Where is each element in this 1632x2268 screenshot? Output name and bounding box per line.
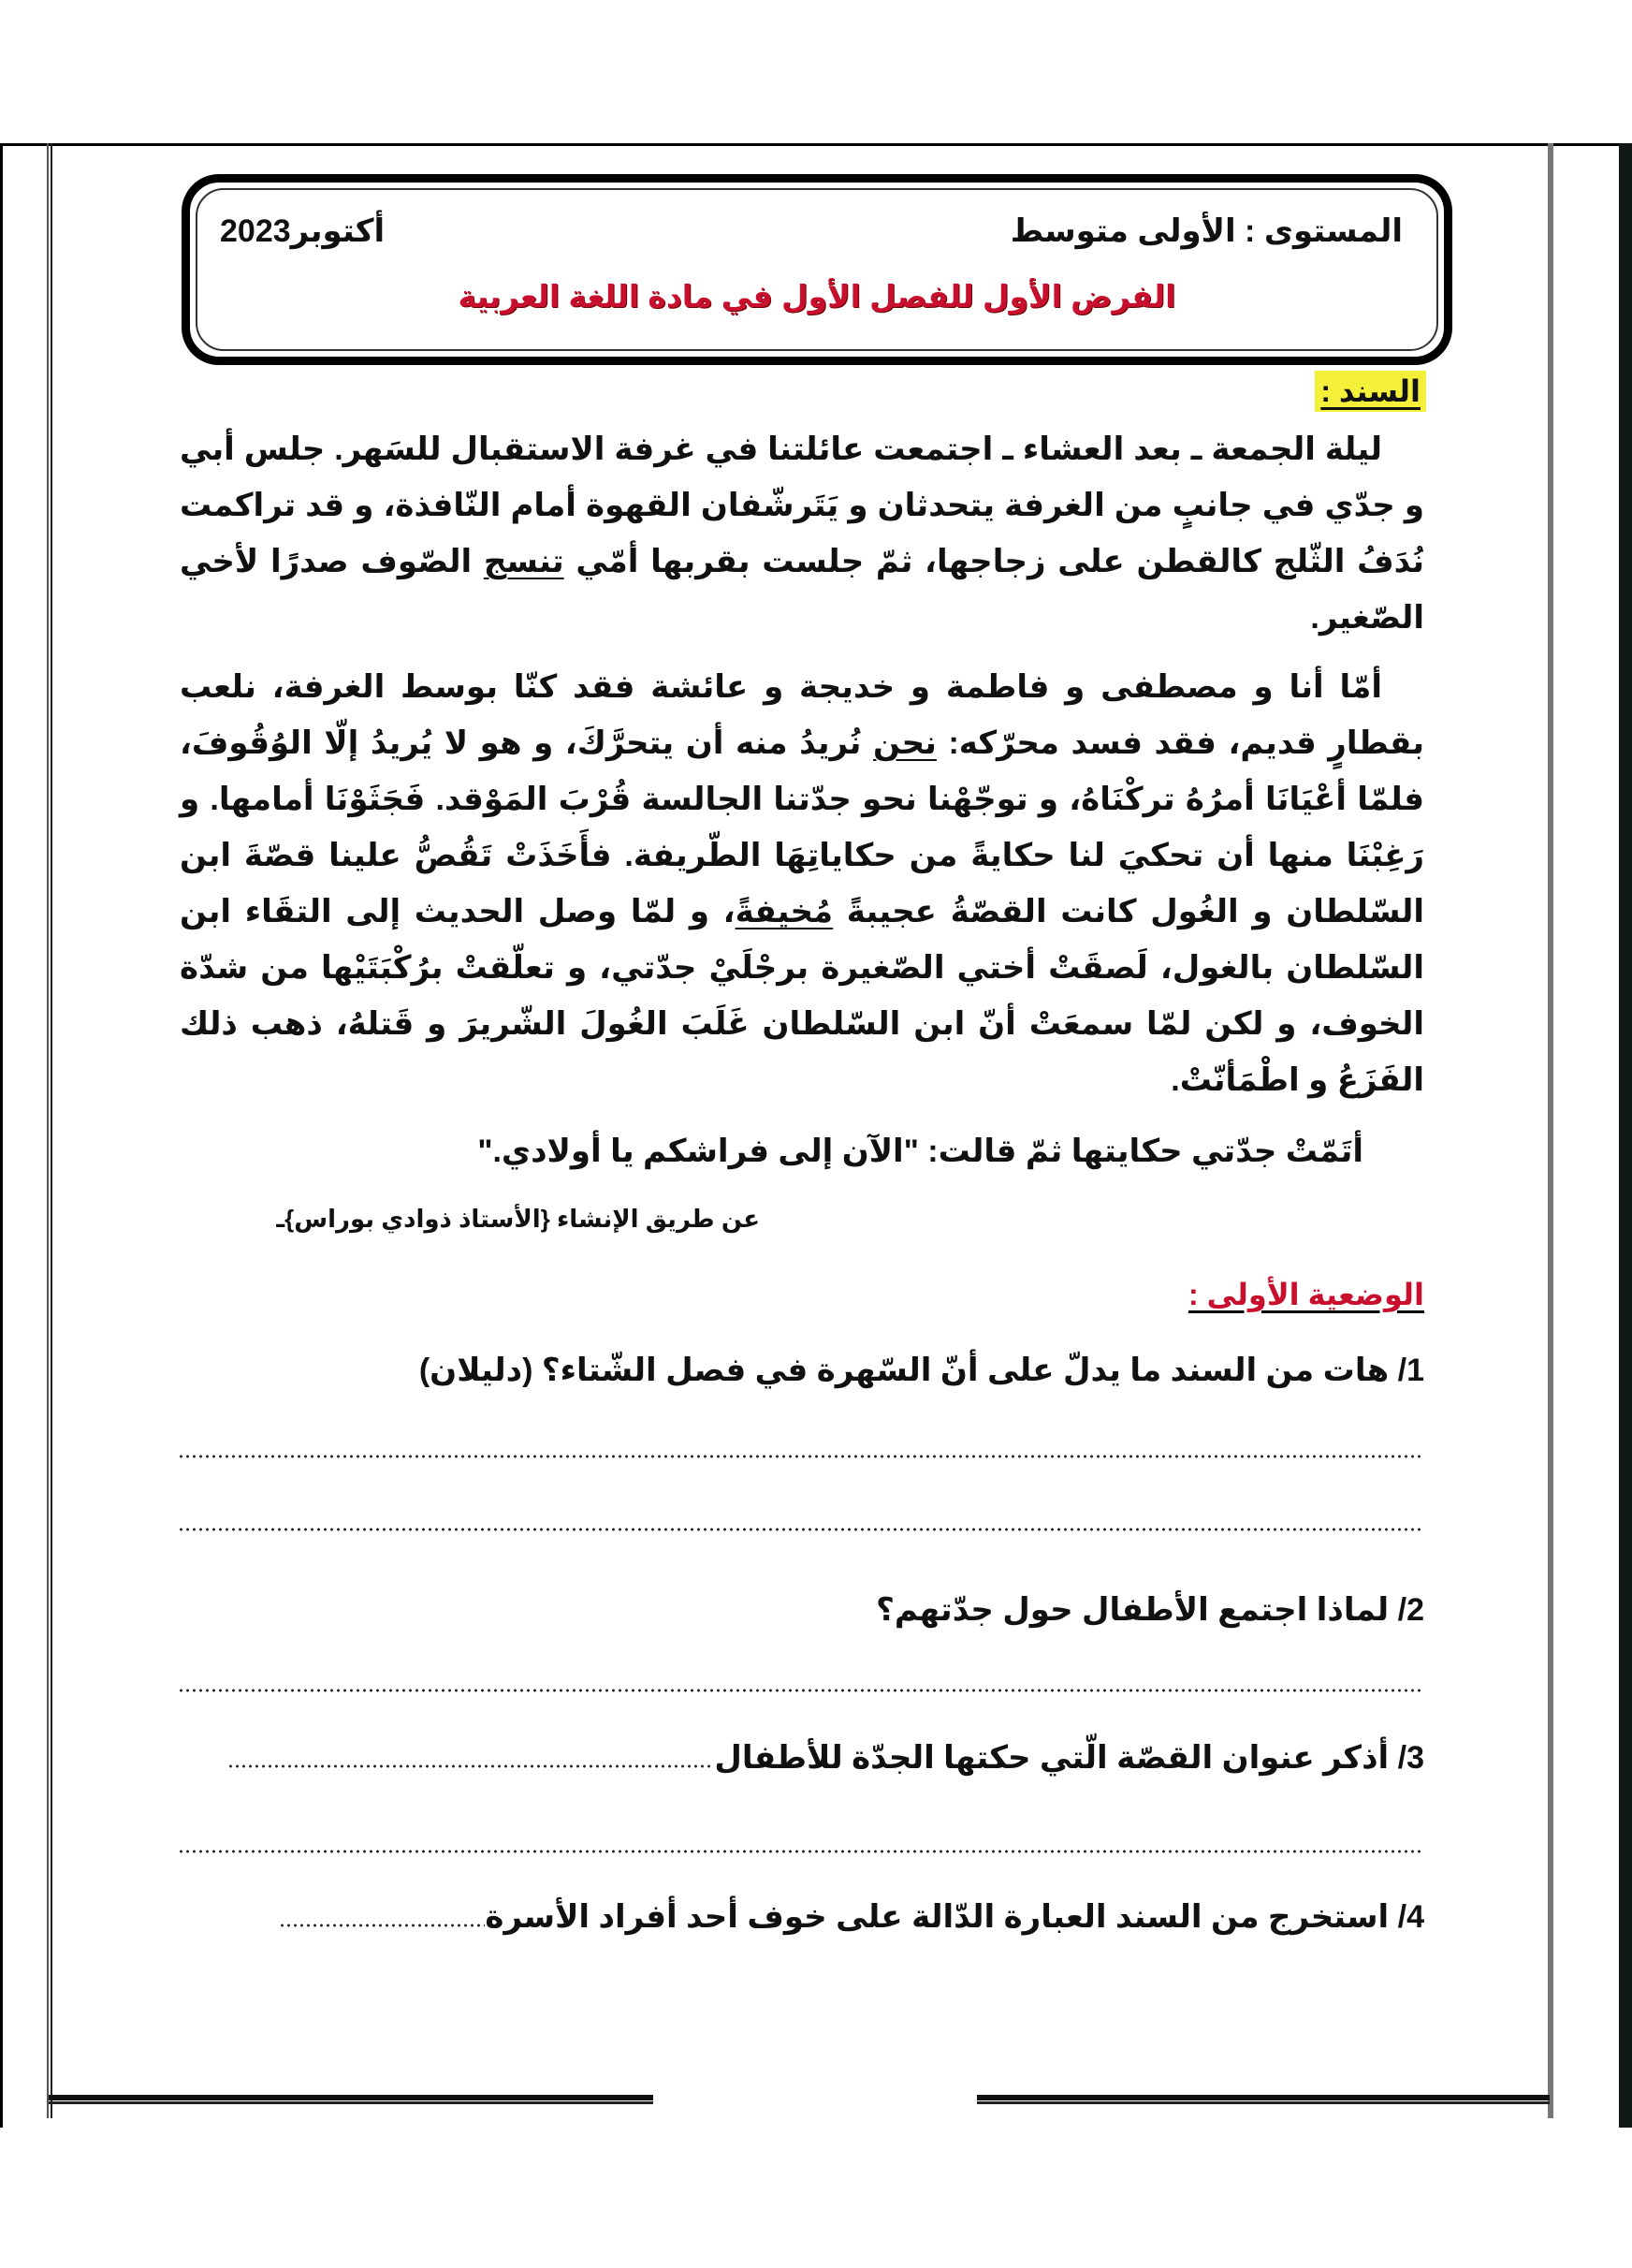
- text-section-label-row: [178, 371, 1452, 412]
- question-4-text: استخرج من السند العبارة الدّالة على خوف أحد أفراد الأسرة: [485, 1899, 1390, 1935]
- question-3-text: أذكر عنوان القصّة الّتي حكتها الجدّة للأطفال: [714, 1740, 1390, 1776]
- bottom-border-right: [977, 2095, 1550, 2104]
- level-label: المستوى : الأولى متوسط: [1010, 213, 1403, 249]
- page-frame-left-outer: [0, 143, 3, 2128]
- question-3: [178, 1732, 1452, 1784]
- paragraph-2-start: أمّا أنا و مصطفى و فاطمة و خديجة و عائشة فقد كنّا بوسط الغرفة، نلعب بقطارٍ قديم، فقد فسد محرّكه:: [180, 669, 1424, 761]
- answer-line-3-inline[interactable]: [227, 1764, 714, 1768]
- text-paragraph-1: [178, 421, 1452, 646]
- question-2: [178, 1584, 1452, 1636]
- paragraph-2-middle: نُريدُ منه أن يتحرَّكَ، و هو لا يُريدُ إلّا الوُقُوفَ، فلمّا أعْيَانَا أمرُهُ تركْنَاهُ، و توجّهْنا نحو جدّتنا الجالسة قُرْبَ المَوْقد. فَجَثَوْنَا أمامها. و رَغِبْنَا منها أن تحكيَ لنا حكايةً من حكاياتِهَا الطّريفة. فأَخَذَتْ تَقُصُّ علينا قصّةَ ابن السّلطان و الغُول كانت القصّةُ عجيبةً: [180, 725, 1424, 929]
- situation-label: الوضعية الأولى :: [1188, 1278, 1424, 1311]
- answer-line-1b[interactable]: [178, 1528, 1424, 1531]
- paragraph-1-end: الصّوف صدرًا لأخي الصّغير.: [180, 544, 1424, 636]
- question-4: [178, 1891, 1452, 1943]
- question-2-number: 2/: [1397, 1592, 1424, 1628]
- answer-line-3[interactable]: [178, 1850, 1424, 1853]
- text-paragraph-3: أتَمّتْ جدّتي حكايتها ثمّ قالت: "الآن إلى فراشكم يا أولادي.": [477, 1134, 1363, 1169]
- page-frame-left-inner: [47, 143, 52, 2118]
- text-section-label: السند :: [1315, 371, 1426, 412]
- question-1-number: 1/: [1397, 1353, 1424, 1388]
- paragraph-1-text: ليلة الجمعة ـ بعد العشاء ـ اجتمعت عائلتنا في غرفة الاستقبال للسَهر. جلس أبي و جدّي في جانبٍ من الغرفة يتحدثان و يَتَرشّفان القهوة أمام النّافذة، و قد تراكمت نُدَفُ الثّلج كالقطن على زجاجها، ثمّ جلست بقربها أمّي: [180, 432, 1424, 579]
- answer-line-2[interactable]: [178, 1689, 1424, 1692]
- underlined-word-mukhifa: مُخيفةً: [735, 894, 834, 929]
- page-frame-right-inner: [1548, 143, 1553, 2118]
- question-2-text: لماذا اجتمع الأطفال حول جدّتهم؟: [876, 1592, 1390, 1628]
- situation-label-row: [178, 1273, 1452, 1316]
- exam-header-box: [182, 174, 1452, 365]
- page-frame-top: [0, 143, 1632, 146]
- underlined-word-nahnu: نحن: [873, 725, 937, 761]
- text-paragraph-2: [178, 659, 1452, 1108]
- answer-line-4-inline[interactable]: [279, 1924, 485, 1927]
- answer-line-1a[interactable]: [178, 1455, 1424, 1458]
- document-content: [178, 174, 1452, 1943]
- question-3-number: 3/: [1397, 1740, 1424, 1776]
- question-1: [178, 1344, 1452, 1397]
- paragraph-2-end: ، و لمّا وصل الحديث إلى التقَاء ابن السّلطان بالغول، لَصقَتْ أختي الصّغيرة برجْلَيْ جدّتي، و تعلّقتْ برُكْبَتَيْها من شدّة الخوف، و لكن لمّا سمعَتْ أنّ ابن السّلطان غَلَبَ الغُولَ الشّريرَ و قَتلهُ، ذهب ذلك الفَزَعُ و اطْمَأنّتْ.: [180, 894, 1424, 1098]
- bottom-border-left: [49, 2095, 653, 2104]
- exam-title: الفرض الأول للفصل الأول في مادة اللغة العربية: [458, 279, 1176, 314]
- header-row: [190, 183, 1444, 250]
- question-1-text: هات من السند ما يدلّ على أنّ السّهرة في فصل الشّتاء؟ (دليلان): [418, 1353, 1390, 1388]
- exam-date: أكتوبر2023: [220, 213, 386, 249]
- underlined-word-tansij: تنسج: [483, 544, 564, 579]
- text-source: عن طريق الإنشاء {الأستاذ ذوادي بوراس}ـ: [276, 1205, 760, 1233]
- page-frame-right-edge: [1619, 143, 1632, 2128]
- question-4-number: 4/: [1397, 1899, 1424, 1935]
